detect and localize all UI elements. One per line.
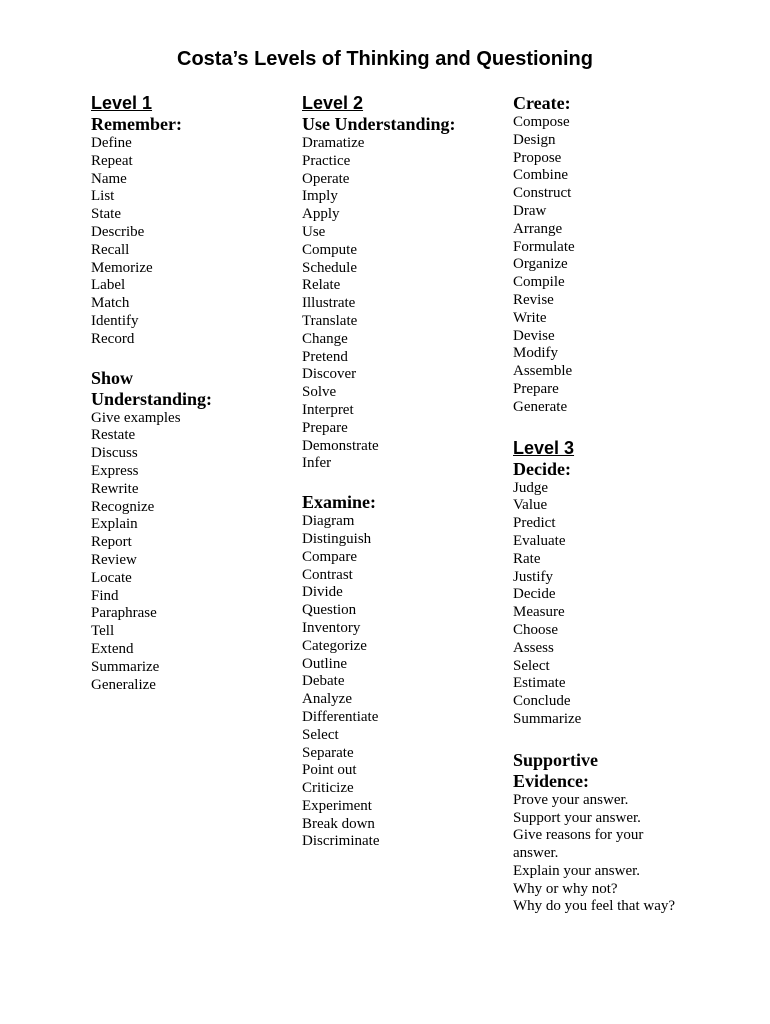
list-item: Compose (513, 114, 570, 130)
list-item: Restate (91, 427, 136, 444)
list-item: Summarize (513, 710, 582, 727)
column-create-level-3 (513, 93, 733, 916)
list-item: Discriminate (302, 833, 380, 850)
list-item: Construct (513, 185, 572, 202)
list-item: Practice (302, 152, 351, 169)
list-item: Categorize (302, 637, 367, 654)
list-item: Match (91, 295, 130, 312)
list-item: Organize (513, 256, 568, 273)
column-level-2 (302, 93, 492, 851)
list-item: Formulate (513, 238, 575, 255)
list-item: Justify (513, 568, 554, 585)
list-item: Solve (302, 384, 337, 401)
list-item: Pretend (302, 348, 348, 365)
examine-heading: Examine: (302, 492, 376, 513)
list-item: Rate (513, 550, 541, 567)
list-item: Give reasons for your (513, 827, 644, 844)
list-item: Paraphrase (91, 605, 157, 622)
list-item: Apply (302, 206, 340, 223)
create-list (513, 114, 733, 417)
list-item: Separate (302, 744, 354, 761)
column-level-1 (91, 93, 281, 694)
list-item: Design (513, 131, 556, 148)
list-item: Give examples (91, 409, 181, 426)
list-item: Memorize (91, 259, 153, 276)
list-item: Differentiate (302, 708, 379, 725)
list-item: Prepare (302, 419, 348, 436)
page-title: Costa’s Levels of Thinking and Questioning (177, 48, 593, 70)
list-item: Break down (302, 815, 375, 832)
list-item: Devise (513, 327, 555, 344)
list-item: Assemble (513, 363, 573, 380)
list-item: Divide (302, 584, 343, 601)
list-item: Define (91, 135, 132, 151)
list-item: Compare (302, 548, 357, 565)
list-item: Diagram (302, 513, 355, 530)
list-item: Modify (513, 345, 558, 362)
list-item: Relate (302, 277, 341, 294)
list-item: Review (91, 551, 137, 568)
list-item: Prove your answer. (513, 791, 629, 808)
list-item: Recall (91, 241, 130, 258)
list-item: Dramatize (302, 135, 365, 151)
list-item: Repeat (91, 152, 133, 169)
list-item: Discuss (91, 445, 138, 462)
list-item: Identify (91, 312, 139, 329)
list-item: Propose (513, 149, 562, 166)
list-item: List (91, 188, 115, 205)
list-item: Conclude (513, 693, 571, 710)
create-heading: Create: (513, 93, 571, 113)
list-item: Operate (302, 170, 350, 187)
list-item: Illustrate (302, 295, 356, 312)
show-understanding-heading-line2: Understanding: (91, 388, 213, 409)
list-item: Select (302, 726, 339, 743)
list-item: Revise (513, 291, 554, 308)
list-item: State (91, 206, 121, 223)
list-item: Point out (302, 762, 357, 779)
list-item: Why or why not? (513, 880, 618, 897)
supportive-evidence-heading-line1: Supportive (513, 749, 599, 770)
list-item: Assess (513, 639, 554, 656)
list-item: Summarize (91, 658, 160, 675)
list-item: Name (91, 170, 127, 187)
supportive-evidence-list (513, 792, 733, 917)
list-item: Criticize (302, 780, 354, 797)
list-item: Rewrite (91, 480, 139, 497)
list-item: Draw (513, 202, 547, 219)
list-item: Choose (513, 621, 558, 638)
list-item: Evaluate (513, 532, 566, 549)
decide-heading: Decide: (513, 458, 571, 479)
list-item: Outline (302, 655, 347, 672)
list-item: Label (91, 277, 126, 294)
show-understanding-heading-line1: Show (91, 367, 134, 388)
list-item: Estimate (513, 675, 566, 692)
list-item: Express (91, 462, 139, 479)
list-item: Compile (513, 274, 565, 291)
list-item: Interpret (302, 401, 354, 418)
list-item: answer. (513, 845, 559, 862)
list-item: Discover (302, 366, 357, 383)
level-1-heading: Level 1 (91, 93, 153, 113)
remember-list (91, 135, 281, 349)
list-item: Support your answer. (513, 809, 641, 826)
supportive-evidence-heading-line2: Evidence: (513, 770, 589, 791)
list-item: Report (91, 534, 132, 551)
list-item: Compute (302, 241, 357, 258)
list-item: Prepare (513, 380, 559, 397)
list-item: Recognize (91, 498, 155, 515)
list-item: Debate (302, 673, 345, 690)
list-item: Arrange (513, 220, 563, 237)
list-item: Why do you feel that way? (513, 898, 676, 915)
list-item: Record (91, 330, 135, 347)
list-item: Demonstrate (302, 437, 379, 454)
list-item: Judge (513, 479, 548, 496)
level-2-heading: Level 2 (302, 93, 364, 113)
list-item: Tell (91, 623, 115, 640)
list-item: Measure (513, 604, 565, 621)
list-item: Write (513, 309, 547, 326)
decide-list (513, 480, 733, 729)
list-item: Inventory (302, 619, 361, 636)
list-item: Distinguish (302, 530, 372, 547)
list-item: Predict (513, 515, 556, 532)
use-understanding-list (302, 135, 492, 473)
list-item: Select (513, 657, 550, 674)
list-item: Question (302, 602, 357, 619)
list-item: Generate (513, 398, 568, 415)
list-item: Value (513, 497, 548, 514)
list-item: Change (302, 330, 348, 347)
list-item: Experiment (302, 797, 372, 814)
level-3-heading: Level 3 (513, 437, 575, 458)
list-item: Describe (91, 223, 145, 240)
list-item: Decide (513, 586, 556, 603)
list-item: Explain (91, 516, 138, 533)
list-item: Use (302, 223, 326, 240)
show-understanding-list (91, 410, 281, 695)
list-item: Contrast (302, 566, 353, 583)
examine-list (302, 513, 492, 851)
list-item: Combine (513, 167, 568, 184)
list-item: Extend (91, 640, 134, 657)
list-item: Translate (302, 312, 358, 329)
list-item: Find (91, 587, 119, 604)
list-item: Infer (302, 455, 332, 472)
use-understanding-heading: Use Understanding: (302, 114, 456, 134)
list-item: Locate (91, 569, 132, 586)
list-item: Generalize (91, 676, 156, 693)
list-item: Explain your answer. (513, 862, 641, 879)
list-item: Analyze (302, 691, 352, 708)
list-item: Imply (302, 188, 338, 205)
remember-heading: Remember: (91, 114, 182, 134)
list-item: Schedule (302, 259, 357, 276)
